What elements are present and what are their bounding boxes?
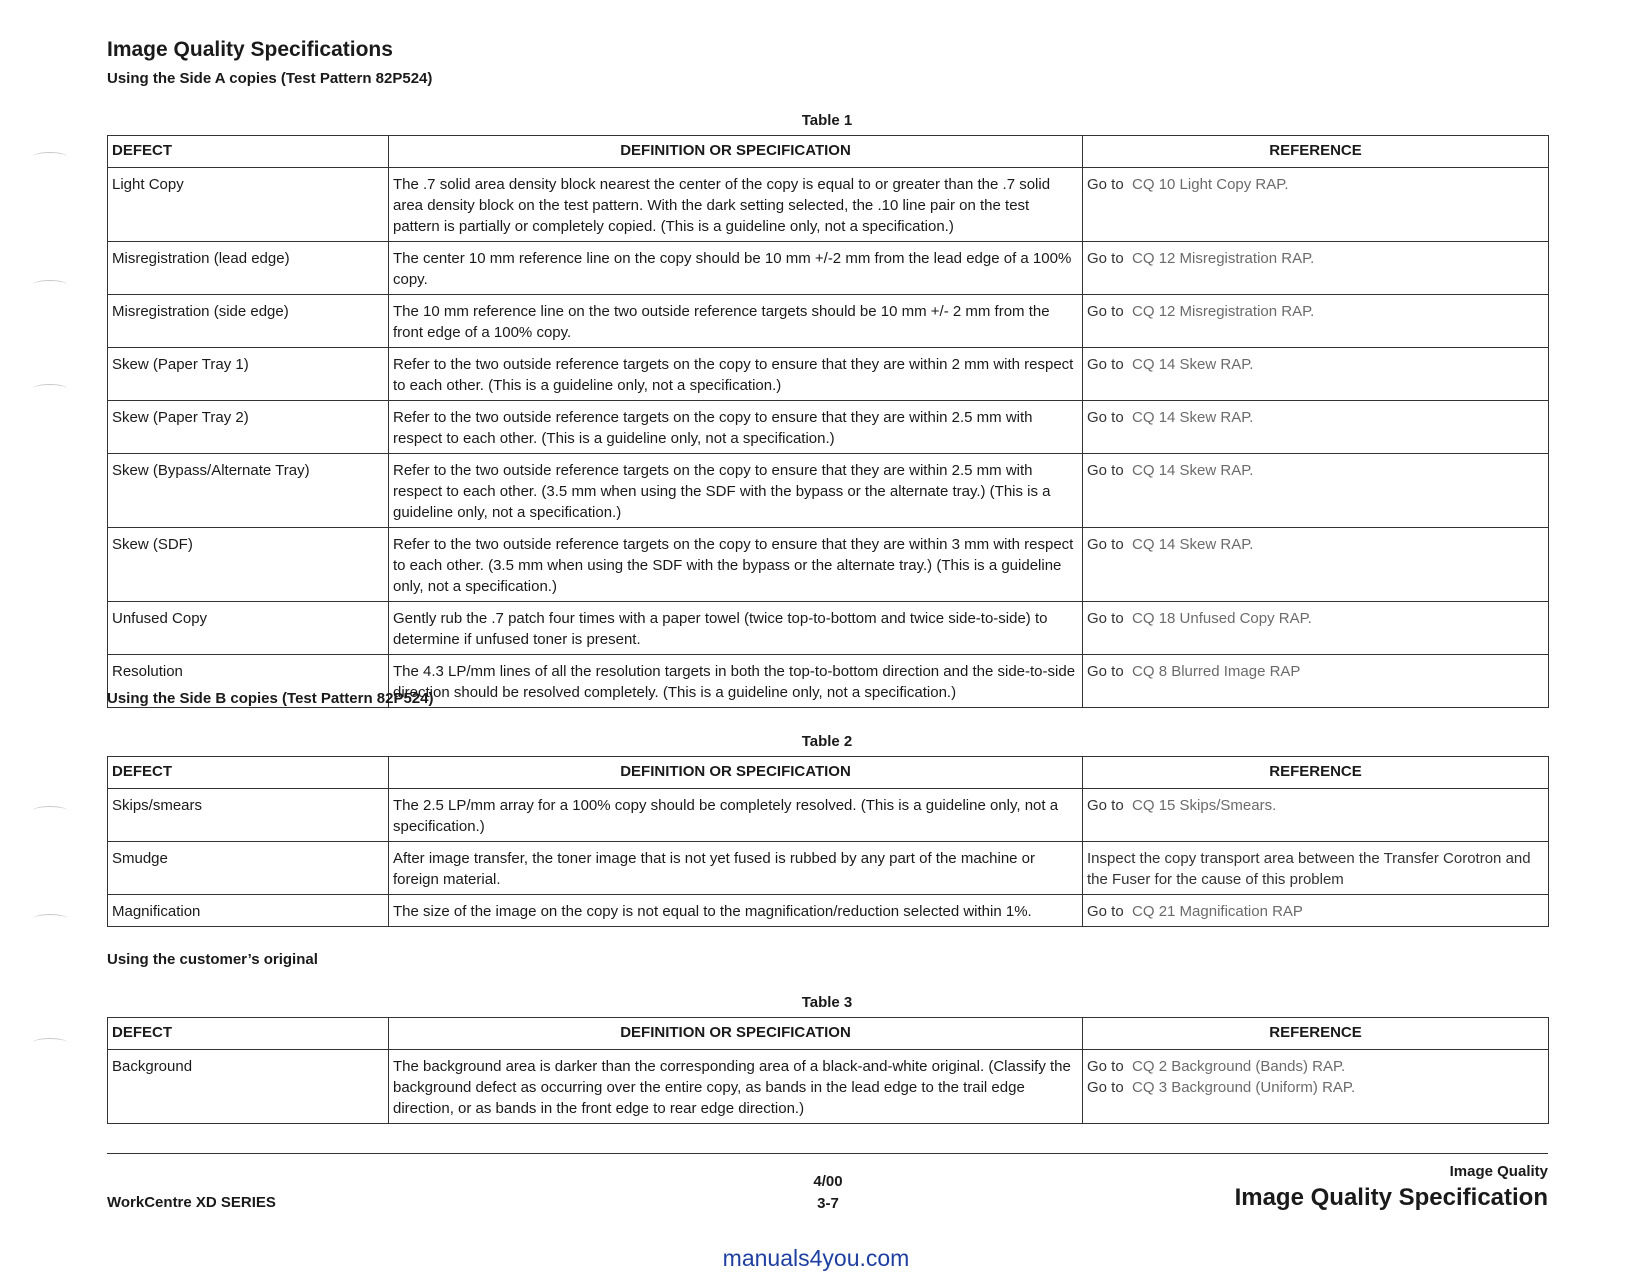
footer-series: WorkCentre XD SERIES bbox=[107, 1194, 276, 1211]
margin-mark bbox=[33, 384, 67, 393]
column-header-definition: DEFINITION OR SPECIFICATION bbox=[389, 136, 1083, 168]
definition-cell: The center 10 mm reference line on the copy should be 10 mm +/-2 mm from the lead edge of a 100% copy. bbox=[389, 242, 1083, 295]
reference-line bbox=[1087, 460, 1544, 481]
reference-cell bbox=[1083, 1050, 1549, 1124]
defect-cell: Unfused Copy bbox=[108, 602, 389, 655]
reference-line bbox=[1087, 174, 1544, 195]
column-header-definition: DEFINITION OR SPECIFICATION bbox=[389, 757, 1083, 789]
reference-prefix: Go to bbox=[1087, 903, 1124, 920]
definition-cell: The 10 mm reference line on the two outside reference targets should be 10 mm +/- 2 mm from the front edge of a 100% copy. bbox=[389, 295, 1083, 348]
margin-mark bbox=[33, 280, 67, 289]
rap-link[interactable]: CQ 8 Blurred Image RAP bbox=[1132, 663, 1301, 680]
definition-cell: Refer to the two outside reference targets on the copy to ensure that they are within 2 mm with respect to each other. (This is a guideline only, not a specification.) bbox=[389, 348, 1083, 401]
rap-link[interactable]: CQ 15 Skips/Smears. bbox=[1132, 797, 1277, 814]
defect-cell: Background bbox=[108, 1050, 389, 1124]
rap-link[interactable]: CQ 3 Background (Uniform) RAP. bbox=[1132, 1079, 1356, 1096]
column-header-reference: REFERENCE bbox=[1083, 1018, 1549, 1050]
defect-cell: Resolution bbox=[108, 655, 389, 708]
reference-cell bbox=[1083, 655, 1549, 708]
table-row bbox=[108, 528, 1549, 602]
table-caption: Table 3 bbox=[801, 994, 853, 1011]
reference-prefix: Go to bbox=[1087, 176, 1124, 193]
definition-cell: The .7 solid area density block nearest the center of the copy is equal to or greater than the .7 solid area density block on the test pattern. With the dark setting selected, the .10 line pair on the test pattern is partially or completely copied. (This is a guideline only, not a specification.) bbox=[389, 168, 1083, 242]
reference-prefix: Go to bbox=[1087, 409, 1124, 426]
defect-cell: Light Copy bbox=[108, 168, 389, 242]
reference-prefix: Go to bbox=[1087, 356, 1124, 373]
reference-cell bbox=[1083, 454, 1549, 528]
reference-line bbox=[1087, 901, 1544, 922]
column-header-defect: DEFECT bbox=[108, 1018, 389, 1050]
reference-prefix: Go to bbox=[1087, 303, 1124, 320]
defect-cell: Skew (SDF) bbox=[108, 528, 389, 602]
rap-link[interactable]: CQ 2 Background (Bands) RAP. bbox=[1132, 1058, 1346, 1075]
rap-link[interactable]: CQ 14 Skew RAP. bbox=[1132, 462, 1254, 479]
watermark-link[interactable]: manuals4you.com bbox=[722, 1245, 910, 1271]
reference-prefix: Go to bbox=[1087, 536, 1124, 553]
definition-cell: The 4.3 LP/mm lines of all the resolution targets in both the top-to-bottom direction and the side-to-side direction should be resolved completely. (This is a guideline only, not a specification.) bbox=[389, 655, 1083, 708]
rap-link[interactable]: CQ 14 Skew RAP. bbox=[1132, 409, 1254, 426]
table-row bbox=[108, 348, 1549, 401]
reference-prefix: Go to bbox=[1087, 663, 1124, 680]
table-row bbox=[108, 168, 1549, 242]
reference-cell bbox=[1083, 348, 1549, 401]
table-row bbox=[108, 454, 1549, 528]
column-header-defect: DEFECT bbox=[108, 136, 389, 168]
table-row bbox=[108, 602, 1549, 655]
spec-table-1 bbox=[107, 135, 1549, 708]
reference-prefix: Inspect the copy transport area between the Transfer Corotron and the Fuser for the cause of this problem bbox=[1087, 850, 1531, 888]
defect-cell: Misregistration (lead edge) bbox=[108, 242, 389, 295]
spec-table-2 bbox=[107, 756, 1549, 927]
definition-cell: Refer to the two outside reference targets on the copy to ensure that they are within 2.5 mm with respect to each other. (This is a guideline only, not a specification.) bbox=[389, 401, 1083, 454]
reference-cell bbox=[1083, 789, 1549, 842]
section-heading: Using the Side A copies (Test Pattern 82P524) bbox=[107, 70, 433, 87]
reference-cell bbox=[1083, 895, 1549, 927]
rap-link[interactable]: CQ 14 Skew RAP. bbox=[1132, 536, 1254, 553]
table-row bbox=[108, 895, 1549, 927]
defect-cell: Skew (Paper Tray 1) bbox=[108, 348, 389, 401]
footer-date: 4/00 bbox=[813, 1173, 843, 1190]
definition-cell: Refer to the two outside reference targets on the copy to ensure that they are within 2.5 mm with respect to each other. (3.5 mm when using the SDF with the bypass or the alternate tray.) (This is a guideline only, not a specification.) bbox=[389, 454, 1083, 528]
reference-line bbox=[1087, 795, 1544, 816]
reference-prefix: Go to bbox=[1087, 462, 1124, 479]
table-row bbox=[108, 842, 1549, 895]
column-header-reference: REFERENCE bbox=[1083, 136, 1549, 168]
reference-prefix: Go to bbox=[1087, 610, 1124, 627]
footer-chapter: Image Quality bbox=[1449, 1163, 1548, 1180]
definition-cell: The size of the image on the copy is not equal to the magnification/reduction selected within 1%. bbox=[389, 895, 1083, 927]
reference-prefix: Go to bbox=[1087, 797, 1124, 814]
table-row bbox=[108, 401, 1549, 454]
table-caption: Table 2 bbox=[801, 733, 853, 750]
table-header-row bbox=[108, 136, 1549, 168]
table-caption: Table 1 bbox=[801, 112, 853, 129]
table-row bbox=[108, 1050, 1549, 1124]
reference-line bbox=[1087, 1056, 1544, 1077]
table-row bbox=[108, 295, 1549, 348]
reference-line bbox=[1087, 848, 1544, 890]
defect-cell: Skips/smears bbox=[108, 789, 389, 842]
table-row bbox=[108, 242, 1549, 295]
reference-cell bbox=[1083, 295, 1549, 348]
footer-section-title: Image Quality Specification bbox=[1234, 1184, 1548, 1211]
reference-line bbox=[1087, 608, 1544, 629]
margin-mark bbox=[33, 806, 67, 815]
table-header-row bbox=[108, 757, 1549, 789]
reference-line bbox=[1087, 534, 1544, 555]
rap-link[interactable]: CQ 12 Misregistration RAP. bbox=[1132, 303, 1315, 320]
definition-cell: The 2.5 LP/mm array for a 100% copy should be completely resolved. (This is a guideline only, not a specification.) bbox=[389, 789, 1083, 842]
margin-mark bbox=[33, 1038, 67, 1047]
margin-mark bbox=[33, 152, 67, 161]
table-row bbox=[108, 789, 1549, 842]
definition-cell: The background area is darker than the corresponding area of a black-and-white original. (Classify the background defect as occurring over the entire copy, as bands in the lead edge to the trail edge direction, or as bands in the front edge to rear edge direction.) bbox=[389, 1050, 1083, 1124]
column-header-defect: DEFECT bbox=[108, 757, 389, 789]
margin-mark bbox=[33, 914, 67, 923]
reference-cell bbox=[1083, 602, 1549, 655]
rap-link[interactable]: CQ 10 Light Copy RAP. bbox=[1132, 176, 1289, 193]
table-header-row bbox=[108, 1018, 1549, 1050]
reference-prefix: Go to bbox=[1087, 250, 1124, 267]
reference-line bbox=[1087, 1077, 1544, 1098]
reference-line bbox=[1087, 248, 1544, 269]
reference-cell bbox=[1083, 528, 1549, 602]
column-header-definition: DEFINITION OR SPECIFICATION bbox=[389, 1018, 1083, 1050]
footer-page-number: 3-7 bbox=[817, 1195, 839, 1212]
reference-cell bbox=[1083, 401, 1549, 454]
reference-line bbox=[1087, 407, 1544, 428]
reference-cell bbox=[1083, 242, 1549, 295]
spec-table-3 bbox=[107, 1017, 1549, 1124]
reference-prefix: Go to bbox=[1087, 1058, 1124, 1075]
reference-line bbox=[1087, 301, 1544, 322]
defect-cell: Magnification bbox=[108, 895, 389, 927]
reference-line bbox=[1087, 354, 1544, 375]
definition-cell: Gently rub the .7 patch four times with a paper towel (twice top-to-bottom and twice side-to-side) to determine if unfused toner is present. bbox=[389, 602, 1083, 655]
footer-divider bbox=[107, 1153, 1548, 1154]
defect-cell: Smudge bbox=[108, 842, 389, 895]
column-header-reference: REFERENCE bbox=[1083, 757, 1549, 789]
rap-link[interactable]: CQ 12 Misregistration RAP. bbox=[1132, 250, 1315, 267]
reference-prefix: Go to bbox=[1087, 1079, 1124, 1096]
defect-cell: Skew (Bypass/Alternate Tray) bbox=[108, 454, 389, 528]
rap-link[interactable]: CQ 21 Magnification RAP bbox=[1132, 903, 1303, 920]
section-heading: Using the customer’s original bbox=[107, 951, 318, 968]
definition-cell: After image transfer, the toner image that is not yet fused is rubbed by any part of the machine or foreign material. bbox=[389, 842, 1083, 895]
defect-cell: Skew (Paper Tray 2) bbox=[108, 401, 389, 454]
defect-cell: Misregistration (side edge) bbox=[108, 295, 389, 348]
footer-page-info bbox=[760, 1171, 896, 1215]
section-heading: Using the Side B copies (Test Pattern 82P524) bbox=[107, 690, 434, 707]
definition-cell: Refer to the two outside reference targets on the copy to ensure that they are within 3 mm with respect to each other. (3.5 mm when using the SDF with the bypass or the alternate tray.) (This is a guideline only, not a specification.) bbox=[389, 528, 1083, 602]
page-title: Image Quality Specifications bbox=[107, 38, 393, 61]
reference-cell bbox=[1083, 842, 1549, 895]
rap-link[interactable]: CQ 18 Unfused Copy RAP. bbox=[1132, 610, 1312, 627]
reference-line bbox=[1087, 661, 1544, 682]
reference-cell bbox=[1083, 168, 1549, 242]
rap-link[interactable]: CQ 14 Skew RAP. bbox=[1132, 356, 1254, 373]
